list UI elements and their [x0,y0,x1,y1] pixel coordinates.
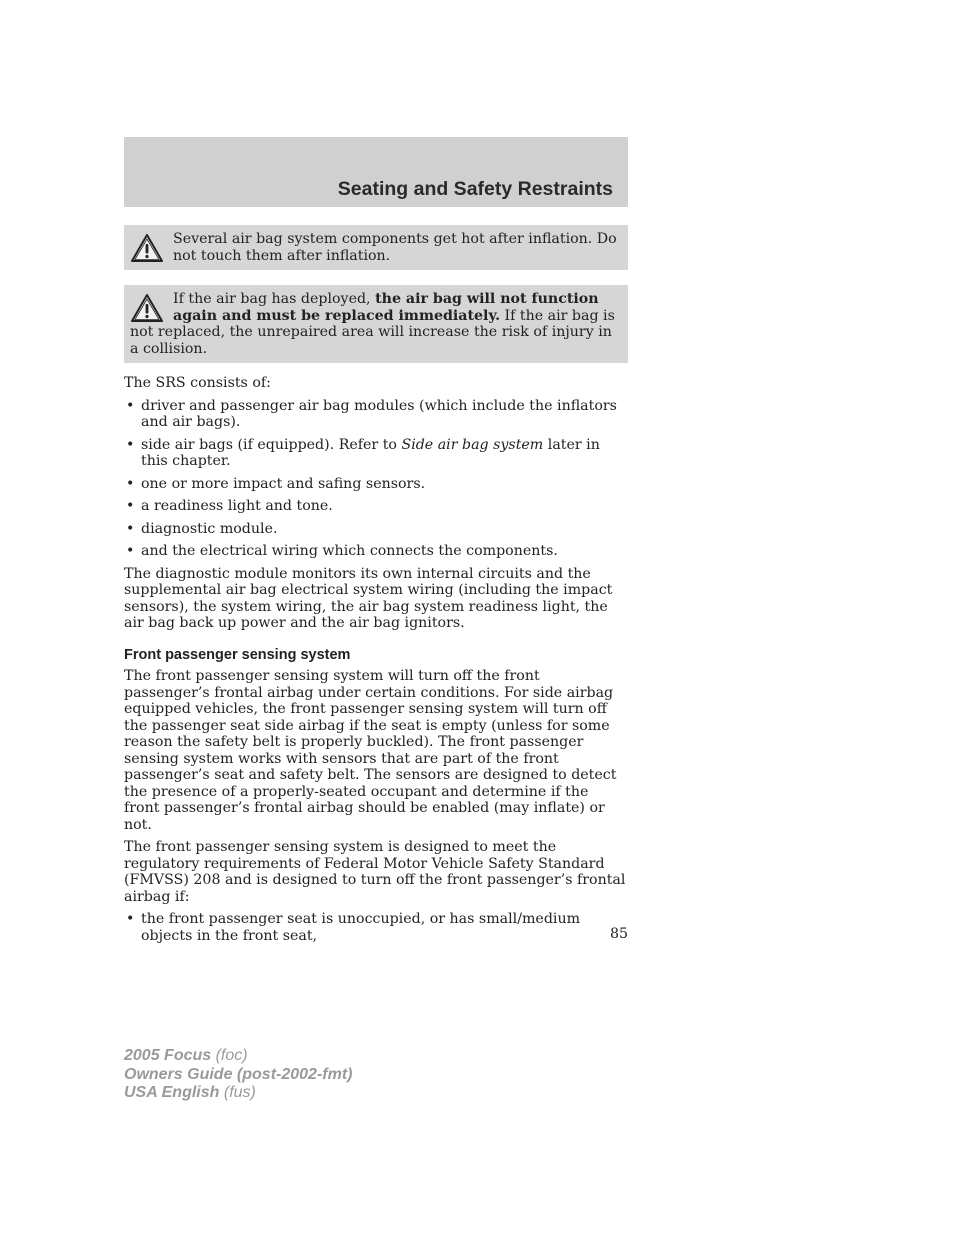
warning-triangle-icon [130,293,164,323]
warning-text-bold: the air bag will not function again and must be replaced immediately. [173,291,599,324]
bullet: • [126,520,135,537]
fps-conditions-list [124,911,628,944]
list-item-text: driver and passenger air bag modules (which include the inflators and air bags). [141,397,617,430]
subheading-front-passenger-sensing: Front passenger sensing system [124,646,351,663]
bullet: • [126,397,135,414]
footer-line-1 [124,1047,352,1066]
list-item-text: diagnostic module. [141,520,278,537]
list-item [124,437,628,470]
warning-triangle-icon [130,233,164,263]
warning-text: Several air bag system components get hot after inflation. Do not touch them after inflation. [173,231,617,264]
list-item [124,398,628,431]
footer-line-2: Owners Guide (post-2002-fmt) [124,1065,353,1083]
bullet: • [126,475,135,492]
warning-box-hot-components [124,225,628,270]
footer-model-code: (foc) [211,1047,248,1064]
list-item-text: later in this chapter. [141,436,600,469]
section-header [124,137,628,207]
bullet: • [126,911,135,927]
srs-intro: The SRS consists of: [124,375,271,391]
cross-reference: Side air bag system [401,436,544,453]
page-number: 85 [609,926,628,942]
list-item [124,543,628,560]
srs-components-list [124,398,628,560]
footer-language: USA English [124,1084,220,1101]
footer-model: 2005 Focus [124,1047,212,1064]
list-item-text: a readiness light and tone. [141,498,333,514]
section-title: Seating and Safety Restraints [337,178,613,200]
list-item [124,498,628,515]
list-item-text: side air bags (if equipped). Refer to [141,436,402,453]
bullet: • [126,543,135,559]
document-footer [124,1047,352,1103]
list-item [124,911,628,944]
warning-text-start: If the air bag has deployed, [173,291,376,307]
bullet: • [126,436,135,453]
list-item [124,521,628,538]
body-content [124,375,628,950]
footer-line-3 [124,1084,352,1103]
warning-box-deployed-airbag [124,285,628,363]
list-item [124,476,628,493]
diagnostic-paragraph: The diagnostic module monitors its own internal circuits and the supplemental air bag electrical system wiring (including the impact sensors), the system wiring, the air bag system readiness light, the air bag back up power and the air bag ignitors. [124,565,613,631]
list-item-text: one or more impact and safing sensors. [141,475,426,492]
warning-text-end: If the air bag is not replaced, the unrepaired area will increase the risk of injury in a collision. [130,307,615,357]
bullet: • [126,498,135,514]
fps-paragraph-1: The front passenger sensing system will turn off the front passenger’s frontal airbag under certain conditions. For side airbag equipped vehicles, the front passenger sensing system will turn off the passenger seat side airbag if the seat is empty (unless for some reason the safety belt is properly buckled). The front passenger sensing system works with sensors that are part of the front passenger’s seat and safety belt. The sensors are designed to detect the presence of a properly-seated occupant and determine if the front passenger’s frontal airbag should be enabled (may inflate) or not. [124,668,617,833]
fps-paragraph-2: The front passenger sensing system is designed to meet the regulatory requirements of Federal Motor Vehicle Safety Standard (FMVSS) 208 and is designed to turn off the front passenger’s frontal airbag if: [124,839,626,905]
list-item-text: the front passenger seat is unoccupied, or has small/medium objects in the front seat, [141,911,581,944]
footer-language-code: (fus) [219,1084,256,1101]
list-item-text: and the electrical wiring which connects the components. [141,543,558,559]
